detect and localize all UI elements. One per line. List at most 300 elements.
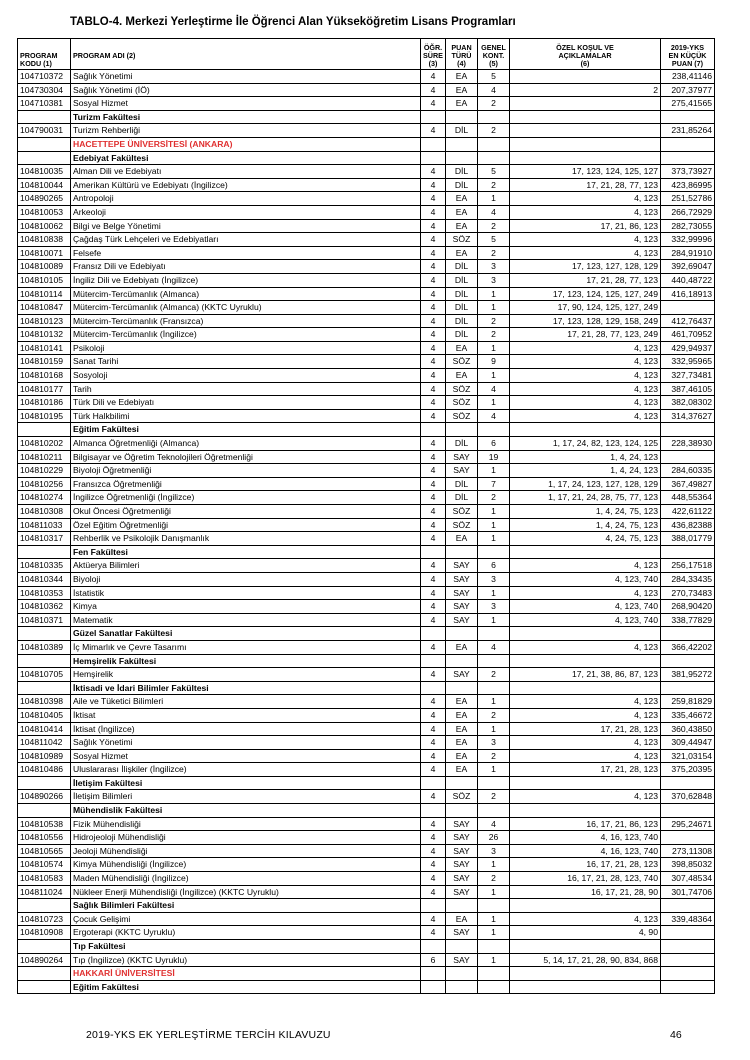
duration-cell: 4 bbox=[421, 559, 446, 573]
score-type-cell bbox=[446, 776, 478, 790]
program-name-cell: Hemşirelik bbox=[71, 668, 421, 682]
score-type-cell: EA bbox=[446, 205, 478, 219]
program-code-cell bbox=[18, 899, 71, 913]
table-row bbox=[18, 396, 715, 410]
table-row bbox=[18, 233, 715, 247]
quota-cell: 26 bbox=[478, 831, 510, 845]
score-type-cell: DİL bbox=[446, 328, 478, 342]
min-score-cell bbox=[661, 776, 715, 790]
duration-cell: 6 bbox=[421, 953, 446, 967]
min-score-cell: 259,81829 bbox=[661, 695, 715, 709]
table-row bbox=[18, 505, 715, 519]
notes-cell bbox=[510, 70, 661, 84]
program-code-cell: 104810308 bbox=[18, 505, 71, 519]
program-name-cell: Sanat Tarihi bbox=[71, 355, 421, 369]
table-row bbox=[18, 736, 715, 750]
program-code-cell: 104810556 bbox=[18, 831, 71, 845]
program-code-cell bbox=[18, 423, 71, 437]
program-name-cell: Hemşirelik Fakültesi bbox=[71, 654, 421, 668]
min-score-cell: 228,38930 bbox=[661, 437, 715, 451]
score-type-cell bbox=[446, 967, 478, 981]
quota-cell: 1 bbox=[478, 613, 510, 627]
score-type-cell: EA bbox=[446, 912, 478, 926]
duration-cell: 4 bbox=[421, 260, 446, 274]
duration-cell: 4 bbox=[421, 287, 446, 301]
min-score-cell: 301,74706 bbox=[661, 885, 715, 899]
program-code-cell bbox=[18, 980, 71, 994]
program-code-cell: 104810335 bbox=[18, 559, 71, 573]
duration-cell: 4 bbox=[421, 722, 446, 736]
notes-cell: 17, 21, 28, 77, 123 bbox=[510, 273, 661, 287]
table-row bbox=[18, 301, 715, 315]
min-score-cell: 461,70952 bbox=[661, 328, 715, 342]
faculty-row bbox=[18, 654, 715, 668]
duration-cell: 4 bbox=[421, 505, 446, 519]
min-score-cell: 332,95965 bbox=[661, 355, 715, 369]
quota-cell bbox=[478, 967, 510, 981]
min-score-cell: 282,73055 bbox=[661, 219, 715, 233]
notes-cell: 4, 123 bbox=[510, 192, 661, 206]
program-name-cell: Kimya Mühendisliği (İngilizce) bbox=[71, 858, 421, 872]
notes-cell bbox=[510, 124, 661, 138]
duration-cell bbox=[421, 137, 446, 151]
quota-cell: 2 bbox=[478, 668, 510, 682]
duration-cell: 4 bbox=[421, 640, 446, 654]
min-score-cell: 398,85032 bbox=[661, 858, 715, 872]
score-type-cell: SÖZ bbox=[446, 409, 478, 423]
notes-cell: 4, 123 bbox=[510, 559, 661, 573]
program-code-cell: 104810089 bbox=[18, 260, 71, 274]
notes-cell: 4, 123 bbox=[510, 736, 661, 750]
quota-cell: 4 bbox=[478, 409, 510, 423]
program-name-cell: Rehberlik ve Psikolojik Danışmanlık bbox=[71, 532, 421, 546]
table-row bbox=[18, 273, 715, 287]
table-row bbox=[18, 600, 715, 614]
notes-cell: 17, 21, 28, 123 bbox=[510, 722, 661, 736]
quota-cell: 4 bbox=[478, 817, 510, 831]
quota-cell: 4 bbox=[478, 640, 510, 654]
program-name-cell: Tarih bbox=[71, 382, 421, 396]
program-code-cell: 104810256 bbox=[18, 477, 71, 491]
quota-cell: 1 bbox=[478, 301, 510, 315]
quota-cell bbox=[478, 940, 510, 954]
duration-cell: 4 bbox=[421, 790, 446, 804]
duration-cell: 4 bbox=[421, 532, 446, 546]
score-type-cell: SAY bbox=[446, 885, 478, 899]
score-type-cell: SÖZ bbox=[446, 518, 478, 532]
program-code-cell: 104810908 bbox=[18, 926, 71, 940]
quota-cell: 9 bbox=[478, 355, 510, 369]
programs-table bbox=[17, 38, 715, 994]
program-code-cell: 104810362 bbox=[18, 600, 71, 614]
score-type-cell: SÖZ bbox=[446, 382, 478, 396]
duration-cell: 4 bbox=[421, 70, 446, 84]
table-row bbox=[18, 790, 715, 804]
program-name-cell: Antropoloji bbox=[71, 192, 421, 206]
score-type-cell: DİL bbox=[446, 437, 478, 451]
table-row bbox=[18, 260, 715, 274]
notes-cell: 1, 17, 24, 123, 127, 128, 129 bbox=[510, 477, 661, 491]
quota-cell bbox=[478, 137, 510, 151]
program-name-cell: Felsefe bbox=[71, 246, 421, 260]
notes-cell: 1, 4, 24, 123 bbox=[510, 450, 661, 464]
program-name-cell: Jeoloji Mühendisliği bbox=[71, 844, 421, 858]
quota-cell: 1 bbox=[478, 518, 510, 532]
quota-cell: 1 bbox=[478, 396, 510, 410]
program-name-cell: Amerikan Kültürü ve Edebiyatı (İngilizce) bbox=[71, 178, 421, 192]
duration-cell bbox=[421, 545, 446, 559]
program-code-cell: 104810195 bbox=[18, 409, 71, 423]
quota-cell: 5 bbox=[478, 70, 510, 84]
program-code-cell: 104810035 bbox=[18, 165, 71, 179]
notes-cell: 4, 90 bbox=[510, 926, 661, 940]
duration-cell: 4 bbox=[421, 885, 446, 899]
header-special-notes: ÖZEL KOŞUL VE AÇIKLAMALAR (6) bbox=[510, 39, 661, 70]
notes-cell: 4, 123 bbox=[510, 246, 661, 260]
duration-cell: 4 bbox=[421, 83, 446, 97]
notes-cell: 4, 123, 740 bbox=[510, 613, 661, 627]
score-type-cell: SAY bbox=[446, 559, 478, 573]
quota-cell: 1 bbox=[478, 586, 510, 600]
table-row bbox=[18, 464, 715, 478]
quota-cell: 2 bbox=[478, 872, 510, 886]
duration-cell bbox=[421, 110, 446, 124]
faculty-row bbox=[18, 980, 715, 994]
min-score-cell bbox=[661, 423, 715, 437]
faculty-row bbox=[18, 804, 715, 818]
program-name-cell: İç Mimarlık ve Çevre Tasarımı bbox=[71, 640, 421, 654]
program-code-cell: 104890265 bbox=[18, 192, 71, 206]
quota-cell: 1 bbox=[478, 926, 510, 940]
program-name-cell: Alman Dili ve Edebiyatı bbox=[71, 165, 421, 179]
min-score-cell: 268,90420 bbox=[661, 600, 715, 614]
notes-cell: 17, 123, 124, 125, 127 bbox=[510, 165, 661, 179]
program-name-cell: Psikoloji bbox=[71, 341, 421, 355]
table-row bbox=[18, 409, 715, 423]
notes-cell: 4, 123 bbox=[510, 205, 661, 219]
program-code-cell: 104810317 bbox=[18, 532, 71, 546]
program-name-cell: Bilgisayar ve Öğretim Teknolojileri Öğretmenliği bbox=[71, 450, 421, 464]
min-score-cell: 338,77829 bbox=[661, 613, 715, 627]
program-code-cell: 104810705 bbox=[18, 668, 71, 682]
duration-cell: 4 bbox=[421, 491, 446, 505]
quota-cell: 4 bbox=[478, 382, 510, 396]
duration-cell: 4 bbox=[421, 613, 446, 627]
quota-cell: 4 bbox=[478, 83, 510, 97]
min-score-cell: 295,24671 bbox=[661, 817, 715, 831]
score-type-cell: DİL bbox=[446, 491, 478, 505]
notes-cell bbox=[510, 110, 661, 124]
min-score-cell: 360,43850 bbox=[661, 722, 715, 736]
min-score-cell: 327,73481 bbox=[661, 369, 715, 383]
duration-cell: 4 bbox=[421, 600, 446, 614]
quota-cell: 1 bbox=[478, 695, 510, 709]
notes-cell: 4, 123 bbox=[510, 640, 661, 654]
min-score-cell: 392,69047 bbox=[661, 260, 715, 274]
score-type-cell: SAY bbox=[446, 926, 478, 940]
min-score-cell: 422,61122 bbox=[661, 505, 715, 519]
quota-cell: 1 bbox=[478, 341, 510, 355]
table-row bbox=[18, 369, 715, 383]
notes-cell bbox=[510, 940, 661, 954]
score-type-cell: SAY bbox=[446, 817, 478, 831]
notes-cell bbox=[510, 627, 661, 641]
quota-cell: 1 bbox=[478, 369, 510, 383]
duration-cell: 4 bbox=[421, 124, 446, 138]
program-code-cell: 104810177 bbox=[18, 382, 71, 396]
min-score-cell: 373,73927 bbox=[661, 165, 715, 179]
notes-cell: 4, 123 bbox=[510, 369, 661, 383]
table-row bbox=[18, 559, 715, 573]
program-name-cell: Bilgi ve Belge Yönetimi bbox=[71, 219, 421, 233]
min-score-cell bbox=[661, 627, 715, 641]
program-code-cell: 104890266 bbox=[18, 790, 71, 804]
min-score-cell: 440,48722 bbox=[661, 273, 715, 287]
duration-cell: 4 bbox=[421, 763, 446, 777]
notes-cell: 16, 17, 21, 28, 123, 740 bbox=[510, 872, 661, 886]
score-type-cell: SAY bbox=[446, 844, 478, 858]
duration-cell bbox=[421, 627, 446, 641]
table-row bbox=[18, 885, 715, 899]
min-score-cell bbox=[661, 980, 715, 994]
program-name-cell: Aile ve Tüketici Bilimleri bbox=[71, 695, 421, 709]
score-type-cell: SAY bbox=[446, 858, 478, 872]
program-name-cell: İngilizce Öğretmenliği (İngilizce) bbox=[71, 491, 421, 505]
duration-cell: 4 bbox=[421, 668, 446, 682]
score-type-cell: SAY bbox=[446, 831, 478, 845]
program-name-cell: Özel Eğitim Öğretmenliği bbox=[71, 518, 421, 532]
notes-cell: 1, 4, 24, 75, 123 bbox=[510, 505, 661, 519]
quota-cell: 3 bbox=[478, 600, 510, 614]
duration-cell: 4 bbox=[421, 817, 446, 831]
duration-cell: 4 bbox=[421, 273, 446, 287]
program-code-cell bbox=[18, 627, 71, 641]
duration-cell bbox=[421, 967, 446, 981]
program-code-cell: 104810414 bbox=[18, 722, 71, 736]
score-type-cell: EA bbox=[446, 369, 478, 383]
quota-cell: 2 bbox=[478, 97, 510, 111]
duration-cell: 4 bbox=[421, 926, 446, 940]
quota-cell: 2 bbox=[478, 328, 510, 342]
university-row bbox=[18, 967, 715, 981]
score-type-cell: SÖZ bbox=[446, 355, 478, 369]
program-name-cell: Güzel Sanatlar Fakültesi bbox=[71, 627, 421, 641]
program-name-cell: Biyoloji Öğretmenliği bbox=[71, 464, 421, 478]
notes-cell bbox=[510, 423, 661, 437]
min-score-cell: 284,33435 bbox=[661, 572, 715, 586]
faculty-row bbox=[18, 940, 715, 954]
duration-cell: 4 bbox=[421, 219, 446, 233]
table-row bbox=[18, 763, 715, 777]
program-name-cell: Hidrojeoloji Mühendisliği bbox=[71, 831, 421, 845]
min-score-cell: 321,03154 bbox=[661, 749, 715, 763]
duration-cell bbox=[421, 940, 446, 954]
program-name-cell: Çocuk Gelişimi bbox=[71, 912, 421, 926]
quota-cell: 1 bbox=[478, 464, 510, 478]
program-name-cell: Sosyal Hizmet bbox=[71, 97, 421, 111]
program-code-cell: 104810105 bbox=[18, 273, 71, 287]
notes-cell: 4, 123 bbox=[510, 396, 661, 410]
min-score-cell: 307,48534 bbox=[661, 872, 715, 886]
quota-cell: 6 bbox=[478, 437, 510, 451]
table-row bbox=[18, 328, 715, 342]
notes-cell bbox=[510, 545, 661, 559]
duration-cell: 4 bbox=[421, 572, 446, 586]
program-code-cell: 104810574 bbox=[18, 858, 71, 872]
program-name-cell: Sağlık Yönetimi bbox=[71, 736, 421, 750]
score-type-cell: EA bbox=[446, 708, 478, 722]
quota-cell: 2 bbox=[478, 314, 510, 328]
table-title: TABLO-4. Merkezi Yerleştirme İle Öğrenci Alan Yükseköğretim Lisans Programları bbox=[70, 16, 516, 28]
program-code-cell bbox=[18, 776, 71, 790]
table-row bbox=[18, 83, 715, 97]
notes-cell: 17, 90, 124, 125, 127, 249 bbox=[510, 301, 661, 315]
program-code-cell: 104710381 bbox=[18, 97, 71, 111]
score-type-cell: EA bbox=[446, 532, 478, 546]
program-name-cell: İktisat bbox=[71, 708, 421, 722]
duration-cell: 4 bbox=[421, 192, 446, 206]
program-code-cell: 104810838 bbox=[18, 233, 71, 247]
table-row bbox=[18, 586, 715, 600]
quota-cell: 19 bbox=[478, 450, 510, 464]
duration-cell: 4 bbox=[421, 872, 446, 886]
header-program-name: PROGRAM ADI (2) bbox=[71, 39, 421, 70]
duration-cell: 4 bbox=[421, 844, 446, 858]
quota-cell: 3 bbox=[478, 260, 510, 274]
notes-cell: 4, 123 bbox=[510, 382, 661, 396]
notes-cell: 4, 123 bbox=[510, 695, 661, 709]
table-row bbox=[18, 287, 715, 301]
faculty-row bbox=[18, 627, 715, 641]
program-name-cell: İletişim Fakültesi bbox=[71, 776, 421, 790]
quota-cell: 3 bbox=[478, 844, 510, 858]
notes-cell: 4, 123 bbox=[510, 790, 661, 804]
program-code-cell: 104810186 bbox=[18, 396, 71, 410]
table-row bbox=[18, 668, 715, 682]
university-row bbox=[18, 137, 715, 151]
quota-cell bbox=[478, 776, 510, 790]
min-score-cell: 314,37627 bbox=[661, 409, 715, 423]
quota-cell: 1 bbox=[478, 858, 510, 872]
program-name-cell: İktisadi ve İdari Bilimler Fakültesi bbox=[71, 681, 421, 695]
quota-cell bbox=[478, 423, 510, 437]
table-row bbox=[18, 708, 715, 722]
min-score-cell: 339,48364 bbox=[661, 912, 715, 926]
quota-cell: 2 bbox=[478, 708, 510, 722]
table-row bbox=[18, 640, 715, 654]
program-code-cell: 104810538 bbox=[18, 817, 71, 831]
program-name-cell: Eğitim Fakültesi bbox=[71, 423, 421, 437]
quota-cell: 2 bbox=[478, 790, 510, 804]
program-code-cell bbox=[18, 940, 71, 954]
quota-cell bbox=[478, 110, 510, 124]
score-type-cell bbox=[446, 151, 478, 165]
header-general-quota: GENEL KONT. (5) bbox=[478, 39, 510, 70]
program-name-cell: İletişim Bilimleri bbox=[71, 790, 421, 804]
duration-cell: 4 bbox=[421, 477, 446, 491]
program-code-cell: 104810344 bbox=[18, 572, 71, 586]
duration-cell: 4 bbox=[421, 586, 446, 600]
score-type-cell: DİL bbox=[446, 301, 478, 315]
program-name-cell: Matematik bbox=[71, 613, 421, 627]
program-name-cell: Okul Öncesi Öğretmenliği bbox=[71, 505, 421, 519]
quota-cell: 1 bbox=[478, 192, 510, 206]
quota-cell: 1 bbox=[478, 912, 510, 926]
program-name-cell: Turizm Fakültesi bbox=[71, 110, 421, 124]
score-type-cell bbox=[446, 545, 478, 559]
program-code-cell: 104810114 bbox=[18, 287, 71, 301]
notes-cell: 17, 21, 28, 77, 123, 249 bbox=[510, 328, 661, 342]
duration-cell: 4 bbox=[421, 301, 446, 315]
program-code-cell: 104810168 bbox=[18, 369, 71, 383]
min-score-cell: 207,37977 bbox=[661, 83, 715, 97]
program-name-cell: Mütercim-Tercümanlık (Almanca) bbox=[71, 287, 421, 301]
min-score-cell: 381,95272 bbox=[661, 668, 715, 682]
score-type-cell: EA bbox=[446, 640, 478, 654]
duration-cell: 4 bbox=[421, 464, 446, 478]
program-name-cell: Sosyal Hizmet bbox=[71, 749, 421, 763]
score-type-cell bbox=[446, 899, 478, 913]
program-code-cell: 104810211 bbox=[18, 450, 71, 464]
table-row bbox=[18, 491, 715, 505]
program-code-cell: 104810486 bbox=[18, 763, 71, 777]
min-score-cell: 275,41565 bbox=[661, 97, 715, 111]
program-name-cell: Fransızca Öğretmenliği bbox=[71, 477, 421, 491]
notes-cell bbox=[510, 899, 661, 913]
notes-cell: 4, 123 bbox=[510, 341, 661, 355]
score-type-cell bbox=[446, 137, 478, 151]
score-type-cell: EA bbox=[446, 763, 478, 777]
duration-cell: 4 bbox=[421, 382, 446, 396]
program-name-cell: Almanca Öğretmenliği (Almanca) bbox=[71, 437, 421, 451]
duration-cell: 4 bbox=[421, 912, 446, 926]
quota-cell: 5 bbox=[478, 165, 510, 179]
quota-cell: 6 bbox=[478, 559, 510, 573]
program-code-cell: 104790031 bbox=[18, 124, 71, 138]
score-type-cell: DİL bbox=[446, 260, 478, 274]
page-number: 46 bbox=[670, 1029, 682, 1041]
score-type-cell: EA bbox=[446, 83, 478, 97]
score-type-cell: EA bbox=[446, 736, 478, 750]
score-type-cell bbox=[446, 804, 478, 818]
duration-cell: 4 bbox=[421, 205, 446, 219]
program-code-cell: 104810398 bbox=[18, 695, 71, 709]
duration-cell bbox=[421, 654, 446, 668]
program-name-cell: Tıp (İngilizce) (KKTC Uyruklu) bbox=[71, 953, 421, 967]
score-type-cell: SAY bbox=[446, 872, 478, 886]
duration-cell: 4 bbox=[421, 178, 446, 192]
program-name-cell: Mütercim-Tercümanlık (İngilizce) bbox=[71, 328, 421, 342]
score-type-cell: SAY bbox=[446, 572, 478, 586]
program-code-cell bbox=[18, 545, 71, 559]
score-type-cell: SÖZ bbox=[446, 396, 478, 410]
min-score-cell: 309,44947 bbox=[661, 736, 715, 750]
score-type-cell bbox=[446, 980, 478, 994]
quota-cell: 1 bbox=[478, 953, 510, 967]
program-code-cell: 104810062 bbox=[18, 219, 71, 233]
min-score-cell: 335,46672 bbox=[661, 708, 715, 722]
notes-cell: 2 bbox=[510, 83, 661, 97]
program-code-cell: 104810583 bbox=[18, 872, 71, 886]
min-score-cell: 429,94937 bbox=[661, 341, 715, 355]
program-code-cell bbox=[18, 967, 71, 981]
program-code-cell: 104811024 bbox=[18, 885, 71, 899]
min-score-cell bbox=[661, 151, 715, 165]
program-name-cell: Edebiyat Fakültesi bbox=[71, 151, 421, 165]
table-row bbox=[18, 695, 715, 709]
program-name-cell: Fransız Dili ve Edebiyatı bbox=[71, 260, 421, 274]
min-score-cell bbox=[661, 926, 715, 940]
